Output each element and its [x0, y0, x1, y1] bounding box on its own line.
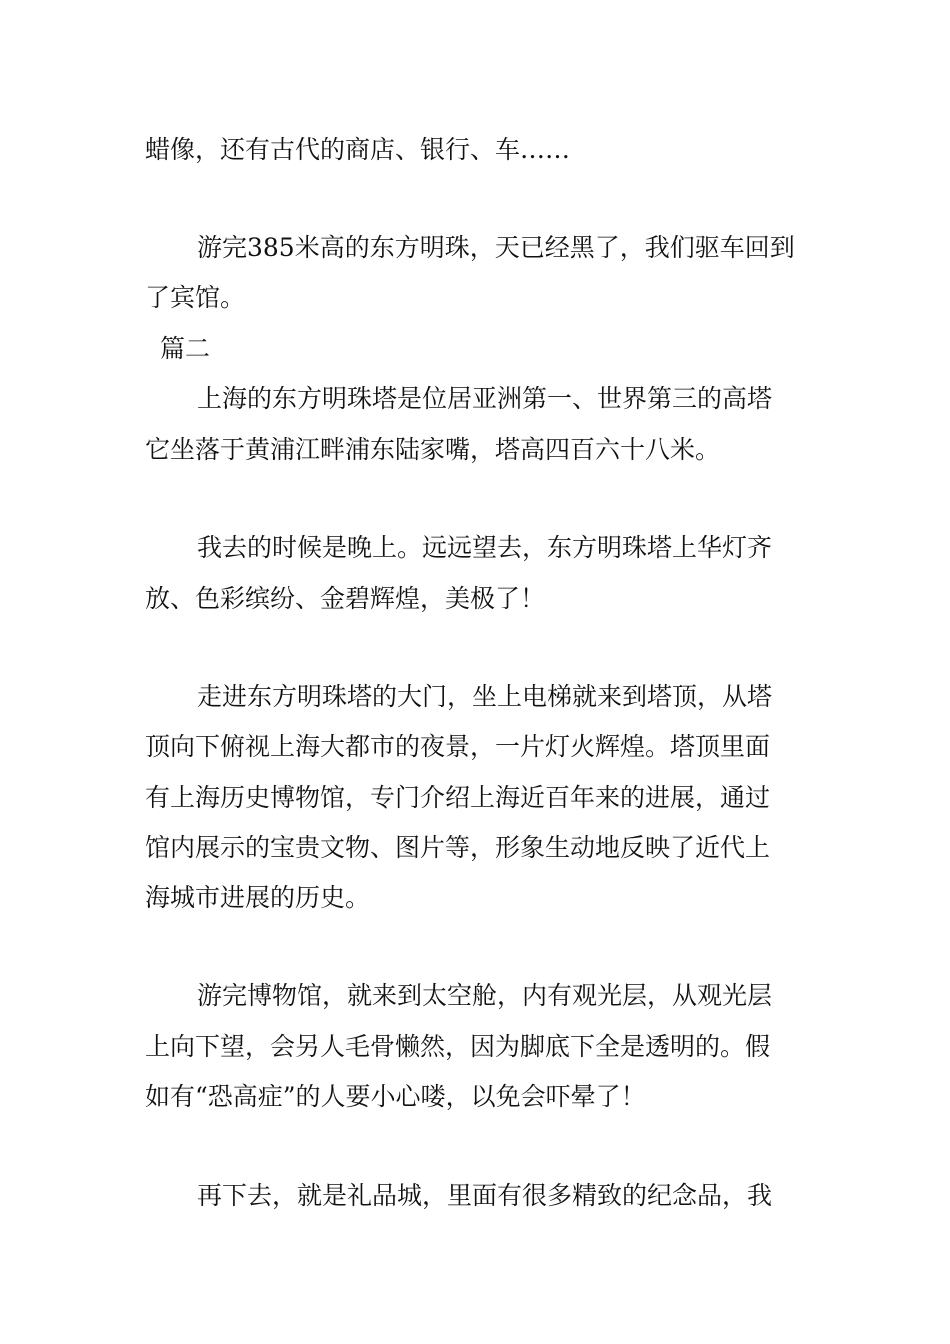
paragraph-first-line: 上海的东方明珠塔是位居亚洲第一、世界第三的高塔: [197, 384, 773, 413]
text-line: 上向下望，会另人毛骨懒然，因为脚底下全是透明的。假: [145, 1032, 771, 1061]
paragraph-first-line: 再下去，就是礼品城，里面有很多精致的纪念品，我: [197, 1181, 773, 1210]
paragraph-first-line: 游完385米高的东方明珠，天已经黑了，我们驱车回到: [197, 233, 795, 262]
paragraph-first-line: 我去的时候是晚上。远远望去，东方明珠塔上华灯齐: [197, 533, 773, 562]
text-line: 有上海历史博物馆，专门介绍上海近百年来的进展，通过: [145, 783, 771, 812]
text-line: 海城市进展的历史。: [145, 883, 371, 912]
paragraph-first-line: 游完博物馆，就来到太空舱，内有观光层，从观光层: [197, 981, 773, 1010]
text-line: 蜡像，还有古代的商店、银行、车……: [145, 135, 571, 164]
text-line: 放、色彩缤纷、金碧辉煌，美极了！: [145, 584, 546, 613]
text-line: 馆内展示的宝贵文物、图片等，形象生动地反映了近代上: [145, 833, 771, 862]
text-line: 它坐落于黄浦江畔浦东陆家嘴，塔高四百六十八米。: [145, 435, 721, 464]
text-line: 了宾馆。: [145, 283, 246, 312]
text-line: 如有“恐高症”的人要小心喽，以免会吓晕了！: [145, 1082, 646, 1111]
section-heading: 篇二: [160, 334, 211, 363]
text-line: 顶向下俯视上海大都市的夜景，一片灯火辉煌。塔顶里面: [145, 732, 771, 761]
paragraph-first-line: 走进东方明珠塔的大门，坐上电梯就来到塔顶，从塔: [197, 682, 773, 711]
